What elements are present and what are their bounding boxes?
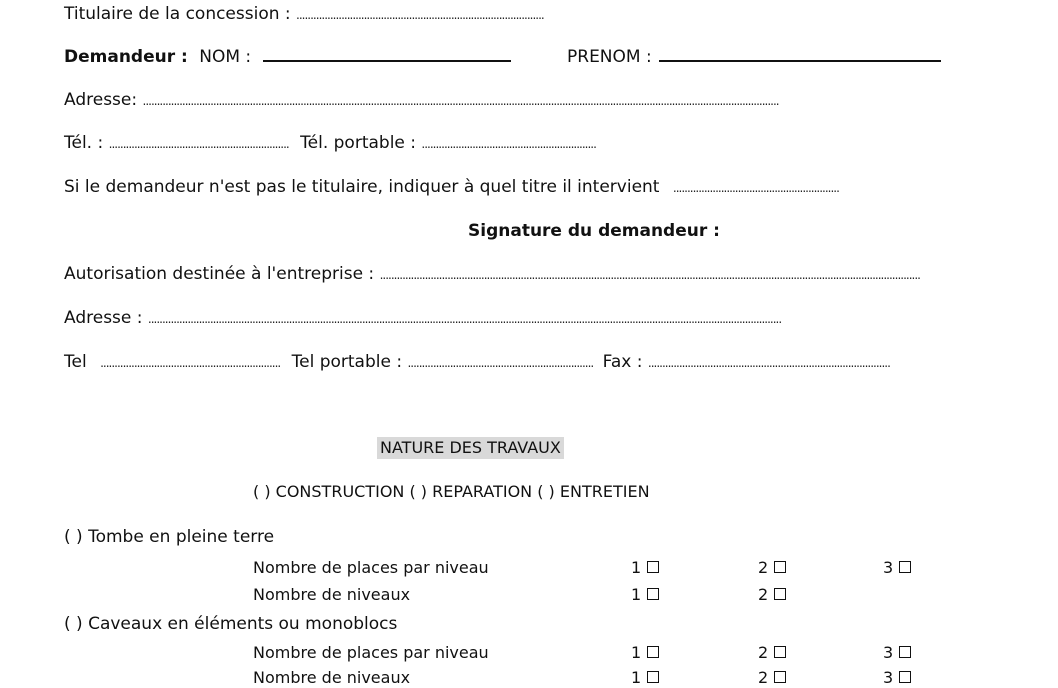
checkbox-icon[interactable] xyxy=(899,646,911,658)
entreprise-field[interactable]: ................................................................................................................................................................................................ xyxy=(379,268,920,282)
caveaux-places-label: Nombre de places par niveau xyxy=(253,643,489,662)
prenom-field[interactable] xyxy=(659,46,941,62)
opt-label: 3 xyxy=(883,643,894,662)
caveaux-niveaux-opt2[interactable] xyxy=(758,668,786,688)
work-types[interactable]: ( ) CONSTRUCTION ( ) REPARATION ( ) ENTRETIEN xyxy=(253,482,650,501)
checkbox-icon[interactable] xyxy=(647,561,659,573)
nature-heading: NATURE DES TRAVAUX xyxy=(377,437,564,459)
prenom-label: PRENOM : xyxy=(567,47,652,67)
tel-row xyxy=(64,133,596,154)
tel-portable-field[interactable]: .............................................................. xyxy=(421,137,596,151)
demandeur-row xyxy=(64,46,511,67)
opt-label: 1 xyxy=(631,585,642,604)
titulaire-row xyxy=(64,4,544,25)
opt-label: 2 xyxy=(758,643,769,662)
adresse-row xyxy=(64,90,779,111)
caveaux-places-opt3[interactable] xyxy=(883,643,911,663)
checkbox-icon[interactable] xyxy=(899,671,911,683)
tel-portable-label: Tél. portable : xyxy=(300,133,417,153)
nom-field[interactable] xyxy=(263,46,511,62)
tombe-niveaux-opt2[interactable] xyxy=(758,585,786,605)
checkbox-icon[interactable] xyxy=(774,588,786,600)
adresse2-field[interactable]: ................................................................................................................................................................................................................................. xyxy=(147,312,782,326)
entreprise-label: Autorisation destinée à l'entreprise : xyxy=(64,264,375,284)
opt-label: 2 xyxy=(758,558,769,577)
caveaux-option[interactable]: ( ) Caveaux en éléments ou monoblocs xyxy=(64,614,398,634)
tombe-places-label: Nombre de places par niveau xyxy=(253,558,489,577)
caveaux-places-opt1[interactable] xyxy=(631,643,659,663)
tombe-option[interactable]: ( ) Tombe en pleine terre xyxy=(64,527,275,547)
demandeur-label: Demandeur : xyxy=(64,47,188,67)
nom-label: NOM : xyxy=(199,47,252,67)
tel2-portable-field[interactable]: .................................................................. xyxy=(407,356,594,370)
checkbox-icon[interactable] xyxy=(899,561,911,573)
tombe-places-opt1[interactable] xyxy=(631,558,659,578)
titulaire-field[interactable]: ........................................................................................ xyxy=(296,8,544,22)
tel2-row xyxy=(64,352,890,373)
tel2-label: Tel xyxy=(64,352,87,372)
titre-question: Si le demandeur n'est pas le titulaire, indiquer à quel titre il intervient xyxy=(64,177,660,197)
opt-label: 1 xyxy=(631,643,642,662)
signature-label: Signature du demandeur : xyxy=(468,221,720,241)
tel2-portable-label: Tel portable : xyxy=(291,352,403,372)
opt-label: 2 xyxy=(758,585,769,604)
fax-field[interactable]: ...................................................................................... xyxy=(647,356,890,370)
fax-label: Fax : xyxy=(602,352,643,372)
tel-label: Tél. : xyxy=(64,133,104,153)
opt-label: 3 xyxy=(883,558,894,577)
titre-row xyxy=(64,177,839,198)
titre-field[interactable]: ........................................................... xyxy=(672,181,839,195)
adresse2-label: Adresse : xyxy=(64,308,143,328)
adresse-label: Adresse: xyxy=(64,90,138,110)
entreprise-row xyxy=(64,264,920,285)
checkbox-icon[interactable] xyxy=(774,646,786,658)
checkbox-icon[interactable] xyxy=(647,588,659,600)
tombe-niveaux-label: Nombre de niveaux xyxy=(253,585,411,604)
prenom-row xyxy=(567,46,941,67)
tombe-places-opt2[interactable] xyxy=(758,558,786,578)
checkbox-icon[interactable] xyxy=(774,671,786,683)
caveaux-niveaux-opt1[interactable] xyxy=(631,668,659,688)
checkbox-icon[interactable] xyxy=(647,646,659,658)
tel-field[interactable]: ................................................................ xyxy=(108,137,289,151)
tel2-field[interactable]: ................................................................ xyxy=(100,356,281,370)
tombe-places-opt3[interactable] xyxy=(883,558,911,578)
checkbox-icon[interactable] xyxy=(774,561,786,573)
adresse2-row xyxy=(64,308,781,329)
opt-label: 3 xyxy=(883,668,894,687)
adresse-field[interactable]: .................................................................................................................................................................................................................................. xyxy=(142,94,779,108)
titulaire-label: Titulaire de la concession : xyxy=(64,4,291,24)
caveaux-places-opt2[interactable] xyxy=(758,643,786,663)
opt-label: 1 xyxy=(631,558,642,577)
opt-label: 1 xyxy=(631,668,642,687)
tombe-niveaux-opt1[interactable] xyxy=(631,585,659,605)
opt-label: 2 xyxy=(758,668,769,687)
caveaux-niveaux-opt3[interactable] xyxy=(883,668,911,688)
checkbox-icon[interactable] xyxy=(647,671,659,683)
caveaux-niveaux-label: Nombre de niveaux xyxy=(253,668,411,687)
